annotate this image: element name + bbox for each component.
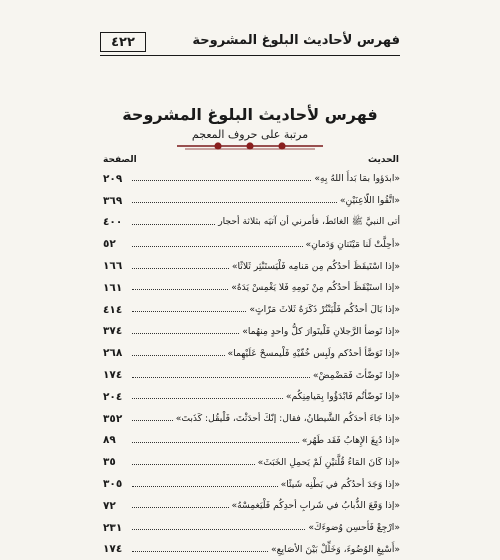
index-entry	[103, 255, 400, 277]
entry-page-number: ١٦٦	[103, 260, 123, 273]
entry-page-number: ٧٢	[103, 499, 116, 512]
index-entry	[103, 277, 400, 299]
index-title: فهرس لأحاديث البلوغ المشروحة	[122, 105, 378, 124]
dot-leader	[132, 420, 173, 421]
entry-hadith-text: «اتَّقُوا اللّاعِنَيْنِ»	[339, 195, 400, 207]
dot-leader	[132, 377, 310, 378]
running-header	[100, 32, 400, 52]
dot-leader	[132, 311, 246, 312]
column-head-page: الصفحة	[103, 155, 137, 165]
dot-leader	[132, 180, 311, 181]
entry-hadith-text: «إذا وَقَعَ الذُّبابُ في شَرابِ أحدِكُم فَلْيَغمِسْهُ»	[231, 500, 400, 512]
running-title: فهرس لأحاديث البلوغ المشروحة	[192, 33, 400, 48]
entry-hadith-text: «إذا اسْتَيقَظَ أحدُكُم مِن مَنامِه فَلْيَستَنْثِر ثَلاثًا»	[231, 260, 400, 272]
entry-page-number: ٢٣١	[103, 521, 123, 534]
index-entries	[103, 168, 400, 560]
index-entry	[103, 430, 400, 452]
dot-leader	[132, 333, 239, 334]
entry-page-number: ٣٦٩	[103, 194, 123, 207]
entry-hadith-text: «إذا تَوَضَّأ أحدُكم ولَبِس خُفّيْهِ فَلْيمسحْ عَلَيْهِما»	[227, 347, 400, 359]
index-entry	[103, 299, 400, 321]
index-entry	[103, 408, 400, 430]
dot-leader	[132, 202, 337, 203]
dot-leader	[132, 355, 225, 356]
entry-hadith-text: «أحِلَّتْ لَنا مَيْتَتانِ وَدَمانِ»	[305, 238, 400, 250]
index-entry	[103, 386, 400, 408]
entry-page-number: ٢٠٤	[103, 390, 123, 403]
entry-hadith-text: «إذا بَالَ أحدُكُم فَلْيَنْتُرْ ذَكَرَهُ ثَلاثَ مَرّاتٍ»	[249, 304, 400, 316]
entry-hadith-text: «إذا تَوضّأتُم فَابْدَؤُوا بِمَيامِنِكُم»	[285, 391, 400, 403]
index-entry	[103, 539, 400, 560]
entry-hadith-text: «ارْجِعْ فَأحسِن وُضوءَكَ»	[308, 522, 400, 534]
index-entry	[103, 190, 400, 212]
index-entry	[103, 233, 400, 255]
dot-leader	[132, 529, 305, 530]
entry-page-number: ١٧٤	[103, 369, 123, 382]
index-subtitle: مرتبة على حروف المعجم	[191, 128, 309, 141]
index-entry	[103, 473, 400, 495]
column-head-hadith: الحديث	[367, 155, 399, 165]
index-entry	[103, 451, 400, 473]
index-entry	[103, 364, 400, 386]
entry-page-number: ٨٩	[103, 434, 116, 447]
entry-hadith-text: «إذا كَانَ المَاءُ قُلَّتيْنِ لَمْ يَحمِلِ الخَبَثَ»	[257, 456, 400, 468]
dot-leader	[132, 442, 299, 443]
dot-leader	[132, 224, 215, 225]
index-entry	[103, 342, 400, 364]
entry-hadith-text: «إذا استَيْقَظَ أحدُكُم مِنْ نَومِهِ فَلا يَغْمِسْ يَدَهُ»	[231, 282, 400, 294]
entry-hadith-text: «ابدَؤوا بمَا بَدأَ اللهُ بِهِ»	[314, 173, 400, 185]
entry-page-number: ٤٠٠	[103, 216, 123, 229]
entry-page-number: ١٦١	[103, 281, 123, 294]
dot-leader	[132, 464, 255, 465]
entry-page-number: ٥٢	[103, 238, 116, 251]
dot-leader	[132, 551, 268, 552]
entry-hadith-text: أتى النبيَّ ﷺ الغائطَ، فأمرني أن آتيَه بثلاثة أحجار	[218, 216, 400, 228]
dot-leader	[132, 486, 278, 487]
index-entry	[103, 321, 400, 343]
ornament-dot-icon	[246, 142, 253, 149]
dot-leader	[132, 507, 229, 508]
page-number-box	[100, 32, 146, 52]
entry-page-number: ٣٥٢	[103, 412, 123, 425]
entry-page-number: ٣٥	[103, 456, 116, 469]
header-rule	[100, 55, 400, 56]
entry-page-number: ٤١٤	[103, 303, 123, 316]
ornament-divider	[175, 140, 325, 152]
index-entry	[103, 168, 400, 190]
entry-hadith-text: «إذا تَوضأ الرَّجلانِ فَلْيتَوارَ كلُّ واحدٍ مِنهُما»	[242, 325, 400, 337]
entry-page-number: ٣٠٥	[103, 478, 123, 491]
index-entry	[103, 517, 400, 539]
entry-hadith-text: «إذا جَاءَ أحدَكُم الشَّيطانُ، فقال: إنّكَ أحدَثْتَ، فَلْيقُل: كَذَبتَ»	[175, 413, 400, 425]
dot-leader	[132, 268, 229, 269]
entry-hadith-text: «إذا وَجَدَ أحدُكُم في بَطْنِه شَيئًا»	[280, 478, 400, 490]
dot-leader	[132, 246, 303, 247]
ornament-dot-icon	[214, 142, 221, 149]
entry-hadith-text: «إذا تَوضّأتَ فَمَضْمِضْ»	[312, 369, 400, 381]
entry-hadith-text: «إذا دُبِغَ الإِهابُ فَقَد طَهُر»	[301, 434, 400, 446]
dot-leader	[132, 289, 228, 290]
entry-page-number: ٢٠٩	[103, 172, 123, 185]
entry-hadith-text: «أَسْبِغِ الوُضُوءَ، وَخَلِّلْ بَيْنَ الأصَابِعِ»	[270, 543, 400, 555]
entry-page-number: ٣٧٤	[103, 325, 123, 338]
page-number: ٤٢٢	[111, 34, 135, 50]
ornament-dot-icon	[278, 142, 285, 149]
index-entry	[103, 212, 400, 234]
entry-page-number: ١٧٤	[103, 543, 123, 556]
entry-page-number: ٢٦٨	[103, 347, 123, 360]
index-entry	[103, 495, 400, 517]
dot-leader	[132, 398, 283, 399]
